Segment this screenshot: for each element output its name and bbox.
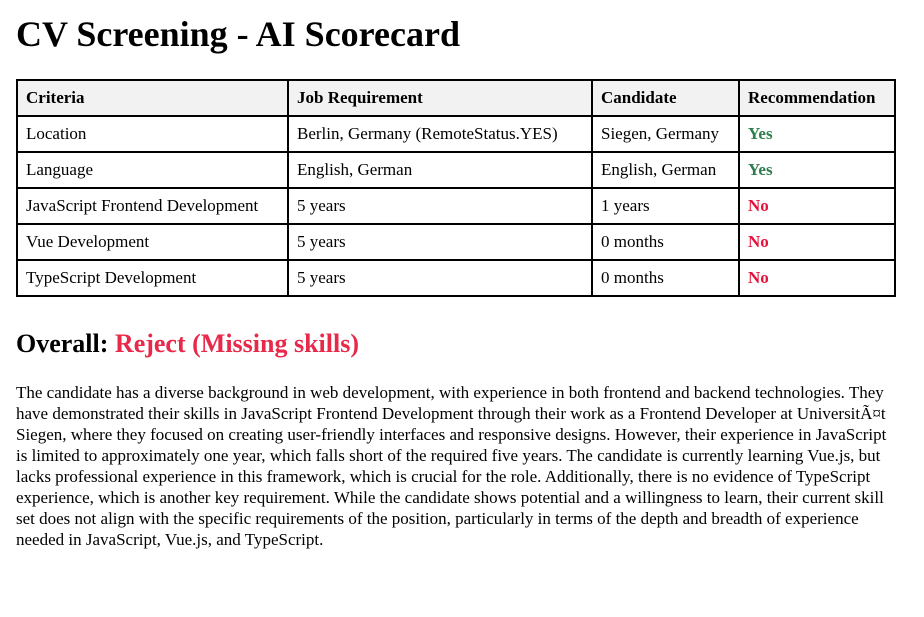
criteria-cell: Language <box>17 152 288 188</box>
requirement-cell: English, German <box>288 152 592 188</box>
requirement-cell: 5 years <box>288 188 592 224</box>
page-title: CV Screening - AI Scorecard <box>16 14 460 54</box>
recommendation-cell: No <box>739 260 895 296</box>
summary-paragraph: The candidate has a diverse background in web development, with experience in both frontend and backend technologies. They have demonstrated their skills in JavaScript Frontend Development through their work as a Frontend Developer at UniversitÃ¤t Siegen, where they focused on creating user-friendly interfaces and responsive designs. However, their experience in JavaScript is limited to approximately one year, which falls short of the required five years. The candidate is currently learning Vue.js, but lacks professional experience in this framework, which is crucial for the role. Additionally, there is no evidence of TypeScript experience, which is another key requirement. While the candidate shows potential and a willingness to learn, their current skill set does not align with the specific requirements of the position, particularly in terms of the depth and breadth of experience needed in JavaScript, Vue.js, and TypeScript. <box>16 383 887 549</box>
table-header-row <box>17 80 895 116</box>
criteria-cell: JavaScript Frontend Development <box>17 188 288 224</box>
recommendation-cell: Yes <box>739 116 895 152</box>
header-candidate: Candidate <box>592 80 739 116</box>
criteria-cell: Vue Development <box>17 224 288 260</box>
overall-verdict: Reject (Missing skills) <box>114 329 360 358</box>
recommendation-cell: No <box>739 188 895 224</box>
table-row <box>17 224 895 260</box>
recommendation-cell: No <box>739 224 895 260</box>
scorecard-table <box>16 79 896 297</box>
recommendation-cell: Yes <box>739 152 895 188</box>
criteria-cell: Location <box>17 116 288 152</box>
candidate-cell: Siegen, Germany <box>592 116 739 152</box>
requirement-cell: 5 years <box>288 260 592 296</box>
table-row <box>17 260 895 296</box>
header-criteria: Criteria <box>17 80 288 116</box>
candidate-cell: 0 months <box>592 224 739 260</box>
overall-label: Overall: <box>16 329 109 358</box>
criteria-cell: TypeScript Development <box>17 260 288 296</box>
header-job-requirement: Job Requirement <box>288 80 592 116</box>
requirement-cell: 5 years <box>288 224 592 260</box>
requirement-cell: Berlin, Germany (RemoteStatus.YES) <box>288 116 592 152</box>
overall-heading <box>16 327 359 361</box>
header-recommendation: Recommendation <box>739 80 895 116</box>
candidate-cell: 1 years <box>592 188 739 224</box>
table-row <box>17 188 895 224</box>
candidate-cell: English, German <box>592 152 739 188</box>
table-row <box>17 116 895 152</box>
candidate-cell: 0 months <box>592 260 739 296</box>
table-row <box>17 152 895 188</box>
